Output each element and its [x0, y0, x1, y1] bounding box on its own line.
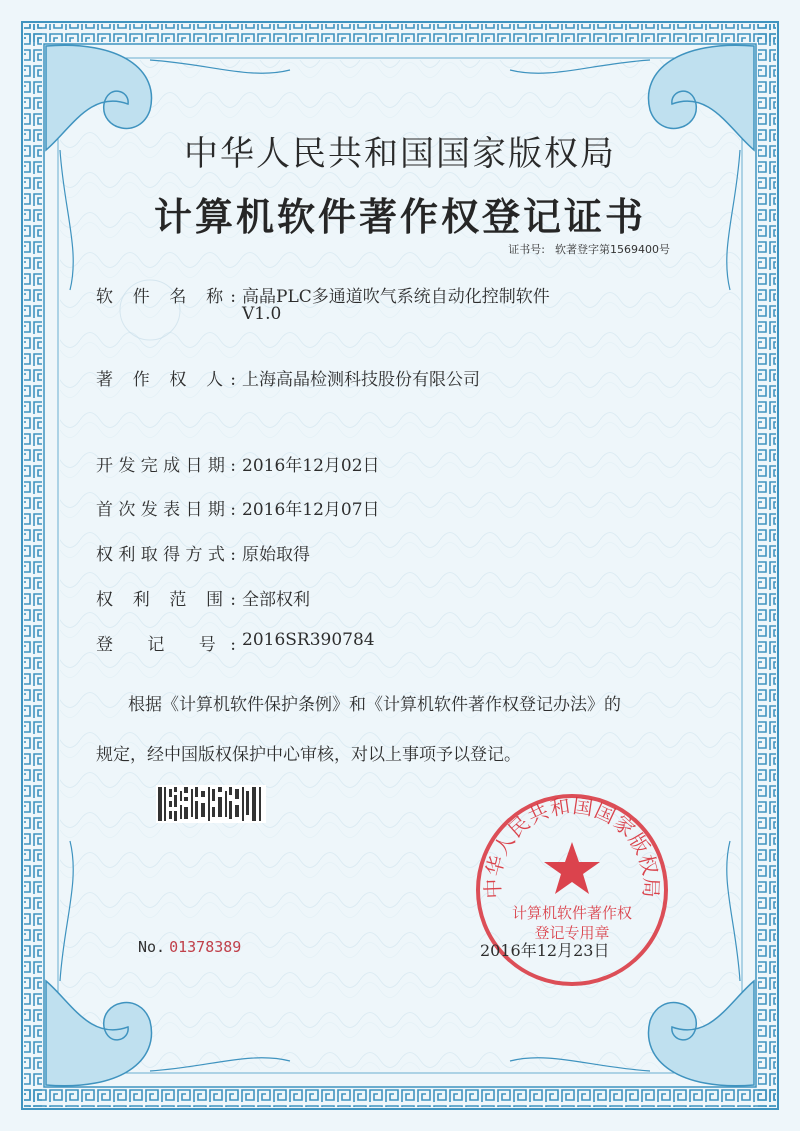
- serial-number: [138, 938, 241, 956]
- barcode-icon: [156, 785, 266, 823]
- serial-prefix: No.: [138, 938, 166, 956]
- issuing-authority: 中华人民共和国国家版权局: [184, 134, 616, 174]
- field-value: 原始取得: [242, 545, 310, 565]
- field-label: 首次发表日期:: [96, 500, 236, 520]
- field-label: 权 利 范 围:: [96, 590, 236, 610]
- field-label: 软 件 名 称:: [96, 287, 236, 307]
- field-value: 高晶PLC多通道吹气系统自动化控制软件: [242, 287, 550, 307]
- serial-value: 01378389: [169, 938, 242, 956]
- field-label: 开发完成日期:: [96, 456, 236, 476]
- statement-line-1: 根据《计算机软件保护条例》和《计算机软件著作权登记办法》的: [128, 695, 621, 715]
- certificate-number-label: 证书号:: [508, 243, 545, 256]
- certificate-number: [508, 241, 670, 257]
- issue-date: 2016年12月23日: [480, 941, 610, 960]
- star-icon: [544, 842, 600, 894]
- field-value: 全部权利: [242, 590, 310, 610]
- certificate-title: 计算机软件著作权登记证书: [153, 195, 646, 239]
- field-version: V1.0: [242, 304, 282, 324]
- field-value: 上海高晶检测科技股份有限公司: [242, 370, 480, 390]
- field-label: 登 记 号:: [96, 635, 236, 655]
- field-value: 2016SR390784: [242, 630, 375, 650]
- seal-arc-text: 中华人民共和国国家版权局: [480, 793, 664, 900]
- seal-line-1: 计算机软件著作权: [511, 904, 633, 922]
- field-value: 2016年12月07日: [242, 500, 380, 520]
- certificate-number-value: 软著登字第1569400号: [555, 243, 670, 256]
- seal-line-2: 登记专用章: [534, 924, 610, 942]
- field-value: 2016年12月02日: [242, 456, 380, 476]
- field-label: 权利取得方式:: [96, 545, 236, 565]
- statement-line-2: 规定，经中国版权保护中心审核，对以上事项予以登记。: [96, 745, 521, 765]
- field-label: 著 作 权 人:: [96, 370, 236, 390]
